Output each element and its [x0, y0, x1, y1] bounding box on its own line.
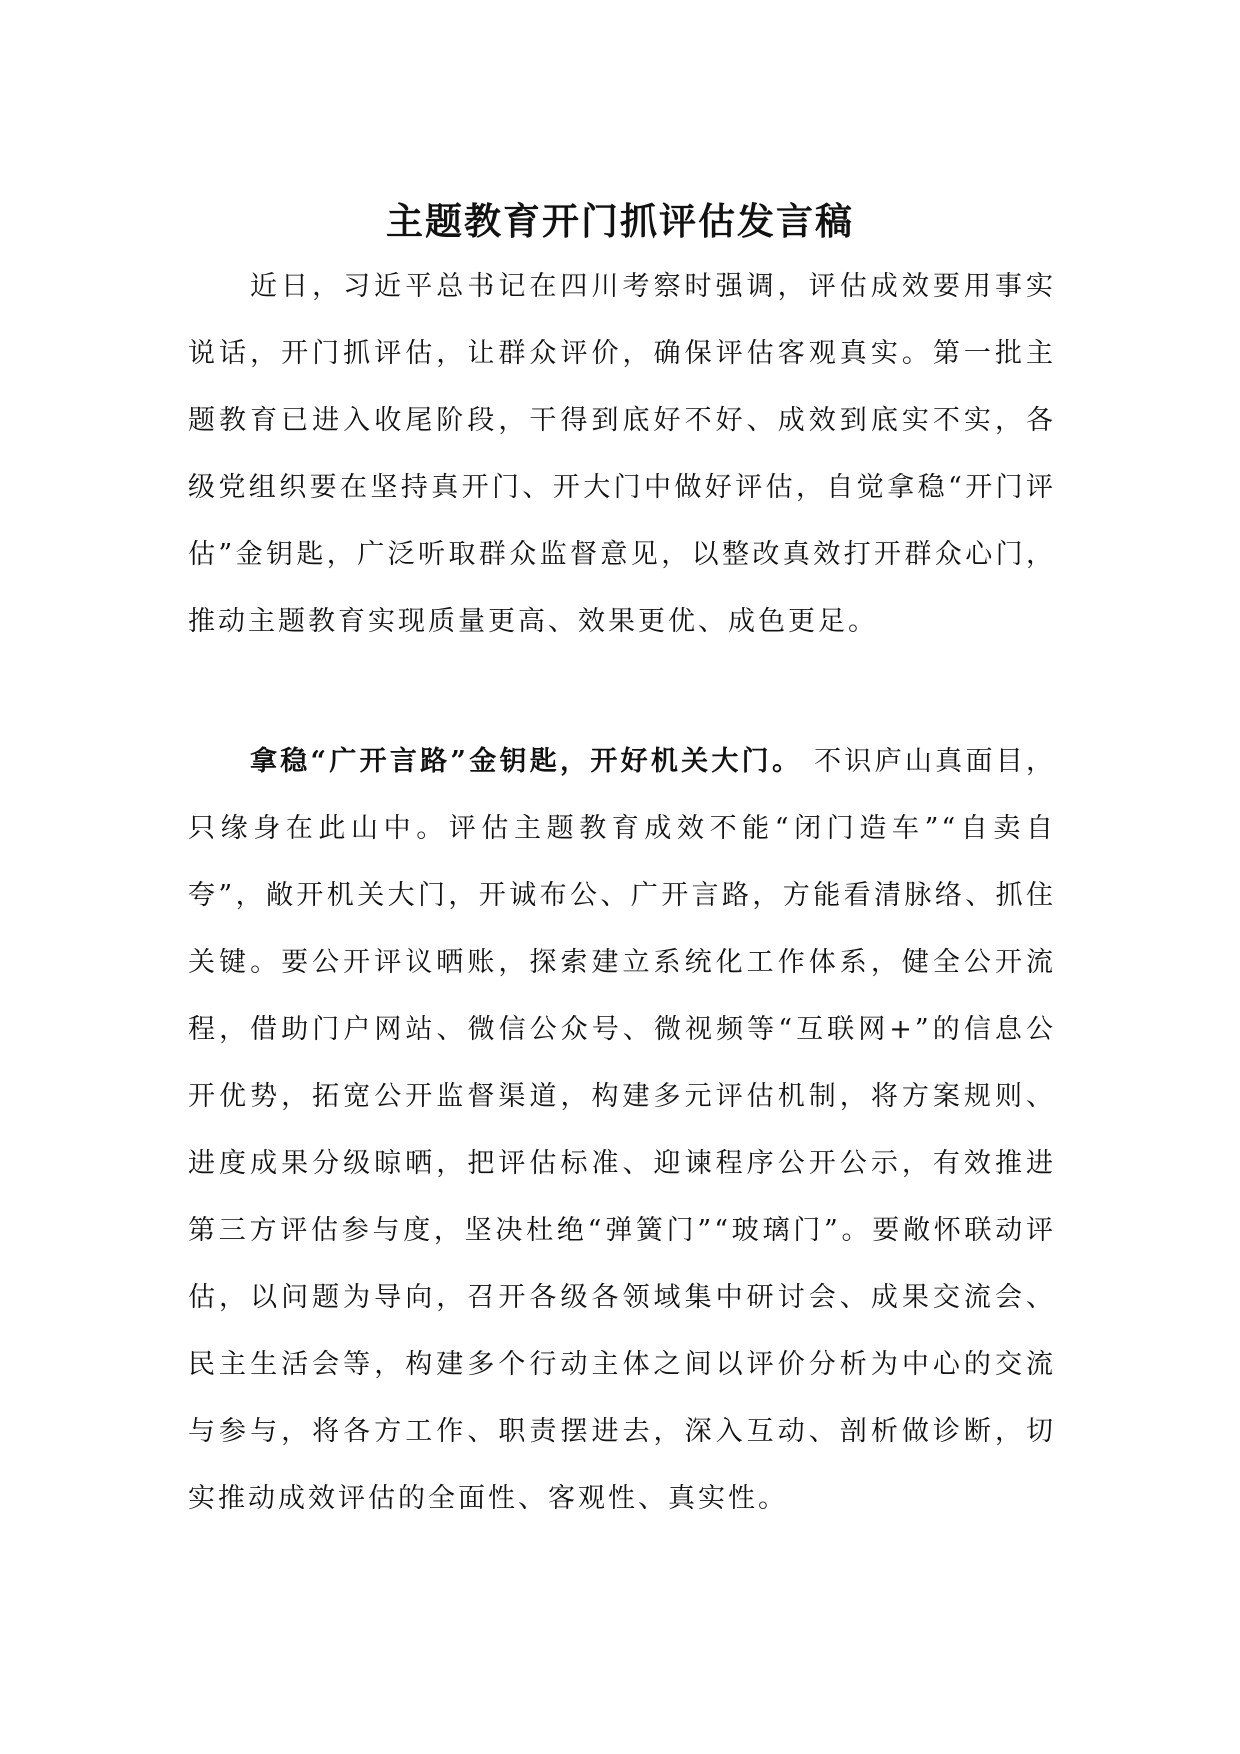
paragraph-intro-text: 近日，习近平总书记在四川考察时强调，评估成效要用事实说话，开门抓评估，让群众评价，确保评估客观真实。第一批主题教育已进入收尾阶段，干得到底好不好、成效到底实不实，各级党组织要在坚持真开门、开大门中做好评估，自觉拿稳“开门评估”金钥匙，广泛听取群众监督意见，以整改真效打开群众心门，推动主题教育实现质量更高、效果更优、成色更足。 — [188, 271, 1056, 637]
page-title: 主题教育开门抓评估发言稿 — [386, 198, 854, 243]
paragraph-section-1 — [188, 728, 1056, 1532]
paragraph-section-1-text: 不识庐山真面目，只缘身在此山中。评估主题教育成效不能“闭门造车”“自卖自夸”，敞开机关大门，开诚布公、广开言路，方能看清脉络、抓住关键。要公开评议晒账，探索建立系统化工作体系，健全公开流程，借助门户网站、微信公众号、微视频等“互联网+”的信息公开优势，拓宽公开监督渠道，构建多元评估机制，将方案规则、进度成果分级晾晒，把评估标准、迎谏程序公开公示，有效推进第三方评估参与度，坚决杜绝“弹簧门”“玻璃门”。要敞怀联动评估，以问题为导向，召开各级各领域集中研讨会、成果交流会、民主生活会等，构建多个行动主体之间以评价分析为中心的交流与参与，将各方工作、职责摆进去，深入互动、剖析做诊断，切实推动成效评估的全面性、客观性、真实性。 — [188, 746, 1056, 1514]
section-heading: 拿稳“广开言路”金钥匙，开好机关大门。 — [250, 746, 803, 777]
paragraph-intro — [188, 253, 1056, 655]
